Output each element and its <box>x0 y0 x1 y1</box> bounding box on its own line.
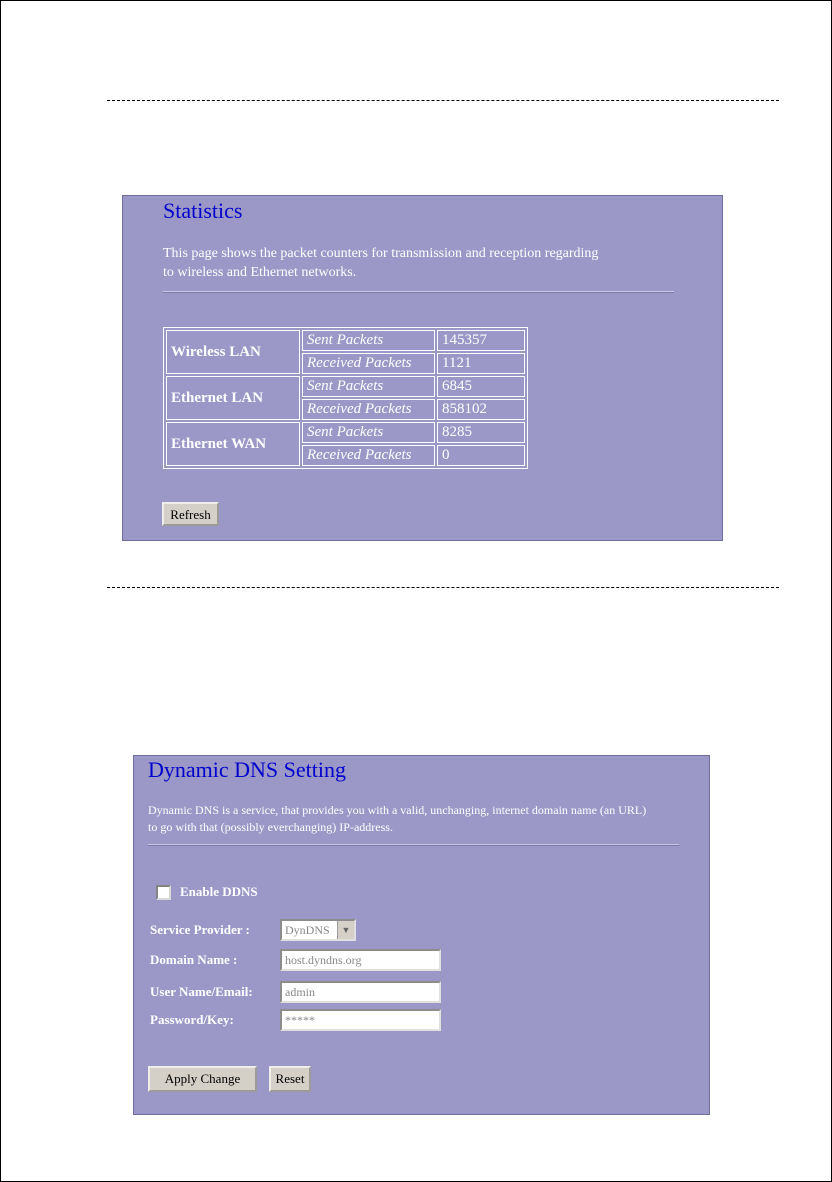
domain-name-label: Domain Name : <box>150 952 238 967</box>
metric-value: 858102 <box>437 399 525 420</box>
ddns-title: Dynamic DNS Setting <box>148 757 346 782</box>
page-title: Statistics <box>163 198 243 223</box>
reset-button[interactable]: Reset <box>269 1066 311 1092</box>
dashed-divider-middle <box>107 587 779 588</box>
table-row <box>166 422 525 443</box>
dashed-divider-top <box>107 100 779 101</box>
username-label: User Name/Email: <box>150 984 253 999</box>
separator <box>163 291 674 293</box>
enable-ddns-checkbox[interactable] <box>156 885 171 900</box>
enable-ddns-label: Enable DDNS <box>180 884 258 899</box>
metric-value: 145357 <box>437 330 525 351</box>
interface-label: Wireless LAN <box>166 330 300 374</box>
ddns-panel <box>133 755 710 1115</box>
metric-value: 8285 <box>437 422 525 443</box>
password-label: Password/Key: <box>150 1012 234 1027</box>
description-line-2: to wireless and Ethernet networks. <box>163 265 357 280</box>
statistics-table <box>163 327 528 469</box>
metric-value: 1121 <box>437 353 525 374</box>
metric-label: Received Packets <box>302 399 435 420</box>
metric-label: Sent Packets <box>302 330 435 351</box>
table-row <box>166 376 525 397</box>
domain-name-input[interactable]: host.dyndns.org <box>280 949 441 971</box>
chevron-down-icon[interactable]: ▼ <box>337 921 354 939</box>
ddns-description-line-2: to go with that (possibly everchanging) IP-address. <box>148 820 393 834</box>
service-provider-value: DynDNS <box>285 923 330 937</box>
metric-label: Sent Packets <box>302 376 435 397</box>
statistics-panel <box>122 195 723 541</box>
metric-label: Received Packets <box>302 353 435 374</box>
description-line-1: This page shows the packet counters for transmission and reception regarding <box>163 246 599 261</box>
apply-change-button[interactable]: Apply Change <box>148 1066 257 1092</box>
metric-value: 0 <box>437 445 525 466</box>
metric-label: Received Packets <box>302 445 435 466</box>
metric-value: 6845 <box>437 376 525 397</box>
refresh-button[interactable]: Refresh <box>162 502 219 526</box>
ddns-description-line-1: Dynamic DNS is a service, that provides you with a valid, unchanging, internet domain name (an URL) <box>148 803 647 817</box>
service-provider-select[interactable] <box>280 919 356 941</box>
service-provider-label: Service Provider : <box>150 922 250 937</box>
table-row <box>166 330 525 351</box>
ddns-separator <box>148 844 679 846</box>
password-input[interactable]: ***** <box>280 1009 441 1031</box>
interface-label: Ethernet LAN <box>166 376 300 420</box>
username-input[interactable]: admin <box>280 981 441 1003</box>
interface-label: Ethernet WAN <box>166 422 300 466</box>
metric-label: Sent Packets <box>302 422 435 443</box>
